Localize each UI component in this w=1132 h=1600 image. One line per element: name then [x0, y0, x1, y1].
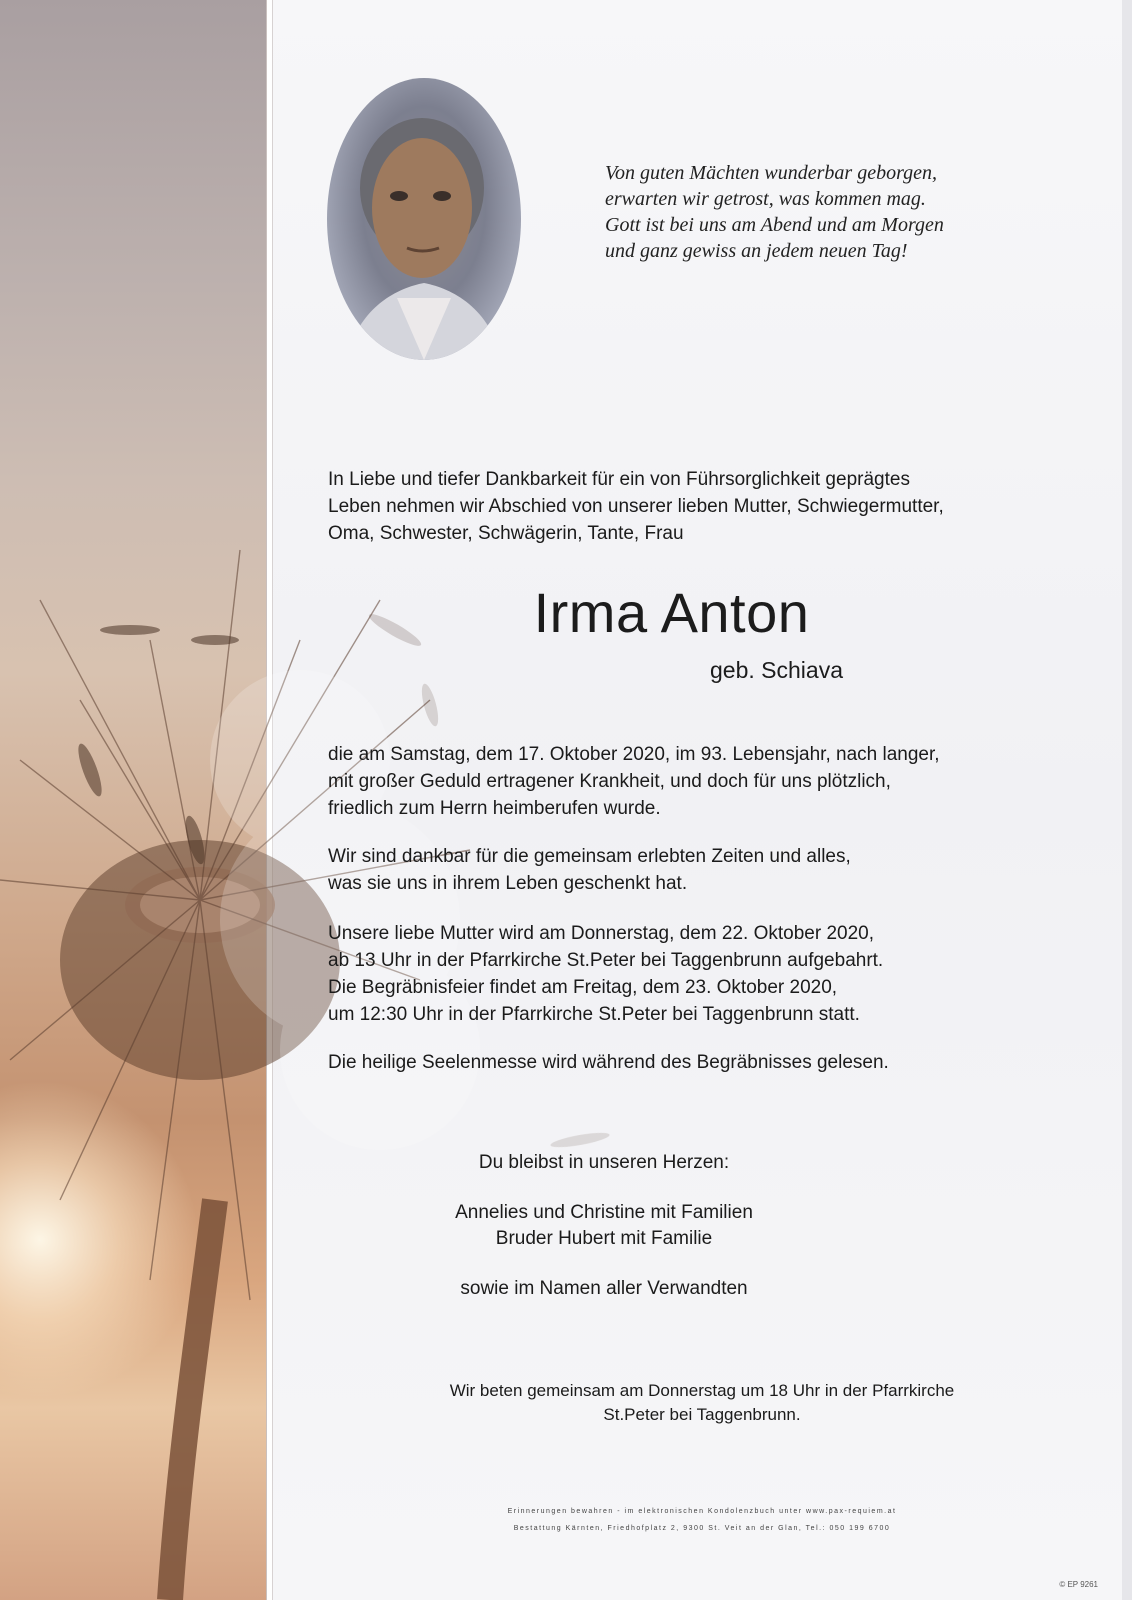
intro-line-1: In Liebe und tiefer Dankbarkeit für ein von Führsorglichkeit geprägtes	[328, 469, 910, 490]
gratitude-line-2: was sie uns in ihrem Leben geschenkt hat.	[328, 873, 688, 894]
intro-line-2: Leben nehmen wir Abschied von unserer lieben Mutter, Schwiegermutter,	[328, 496, 944, 517]
funeral-line-1: Unsere liebe Mutter wird am Donnerstag, dem 22. Oktober 2020,	[328, 923, 874, 944]
deceased-name: Irma Anton	[533, 581, 810, 644]
poem-line-1: Von guten Mächten wunderbar geborgen,	[605, 162, 937, 184]
footer-line-2: Bestattung Kärnten, Friedhofplatz 2, 9300 St. Veit an der Glan, Tel.: 050 199 6700	[513, 1525, 891, 1532]
portrait-photo	[327, 78, 521, 360]
birth-name: geb. Schiava	[710, 657, 843, 683]
mourners-line-2: Bruder Hubert mit Familie	[495, 1228, 713, 1249]
portrait-image	[327, 78, 521, 360]
funeral-line-3: Die Begräbnisfeier findet am Freitag, dem 23. Oktober 2020,	[328, 977, 838, 998]
poem-line-2: erwarten wir getrost, was kommen mag.	[605, 188, 926, 210]
document-code: © EP 9261	[1059, 1580, 1098, 1589]
funeral-line-2: ab 13 Uhr in der Pfarrkirche St.Peter bei Taggenbrunn aufgebahrt.	[328, 950, 884, 971]
poem-line-4: und ganz gewiss an jedem neuen Tag!	[605, 240, 908, 262]
death-line-2: mit großer Geduld ertragener Krankheit, und doch für uns plötzlich,	[328, 771, 891, 792]
mourners-line-1: Annelies und Christine mit Familien	[455, 1202, 753, 1223]
prayer-line-2: St.Peter bei Taggenbrunn.	[603, 1405, 801, 1424]
panel-divider	[266, 0, 273, 1600]
intro-line-3: Oma, Schwester, Schwägerin, Tante, Frau	[328, 523, 684, 544]
funeral-line-4: um 12:30 Uhr in der Pfarrkirche St.Peter bei Taggenbrunn statt.	[328, 1004, 860, 1025]
footer-line-1: Erinnerungen bewahren - im elektronischen Kondolenzbuch unter www.pax-requiem.at	[507, 1508, 897, 1515]
gratitude-line-1: Wir sind dankbar für die gemeinsam erlebten Zeiten und alles,	[328, 846, 851, 867]
poem-line-3: Gott ist bei uns am Abend und am Morgen	[605, 214, 944, 236]
prayer-line-1: Wir beten gemeinsam am Donnerstag um 18 Uhr in der Pfarrkirche	[449, 1381, 955, 1400]
farewell-line: Du bleibst in unseren Herzen:	[478, 1152, 730, 1173]
death-line-1: die am Samstag, dem 17. Oktober 2020, im 93. Lebensjahr, nach langer,	[328, 744, 940, 765]
death-line-3: friedlich zum Herrn heimberufen wurde.	[328, 798, 661, 819]
mourners-line-3: sowie im Namen aller Verwandten	[460, 1278, 748, 1299]
page-edge	[1122, 0, 1132, 1600]
mass-notice: Die heilige Seelenmesse wird während des Begräbnisses gelesen.	[328, 1052, 889, 1073]
